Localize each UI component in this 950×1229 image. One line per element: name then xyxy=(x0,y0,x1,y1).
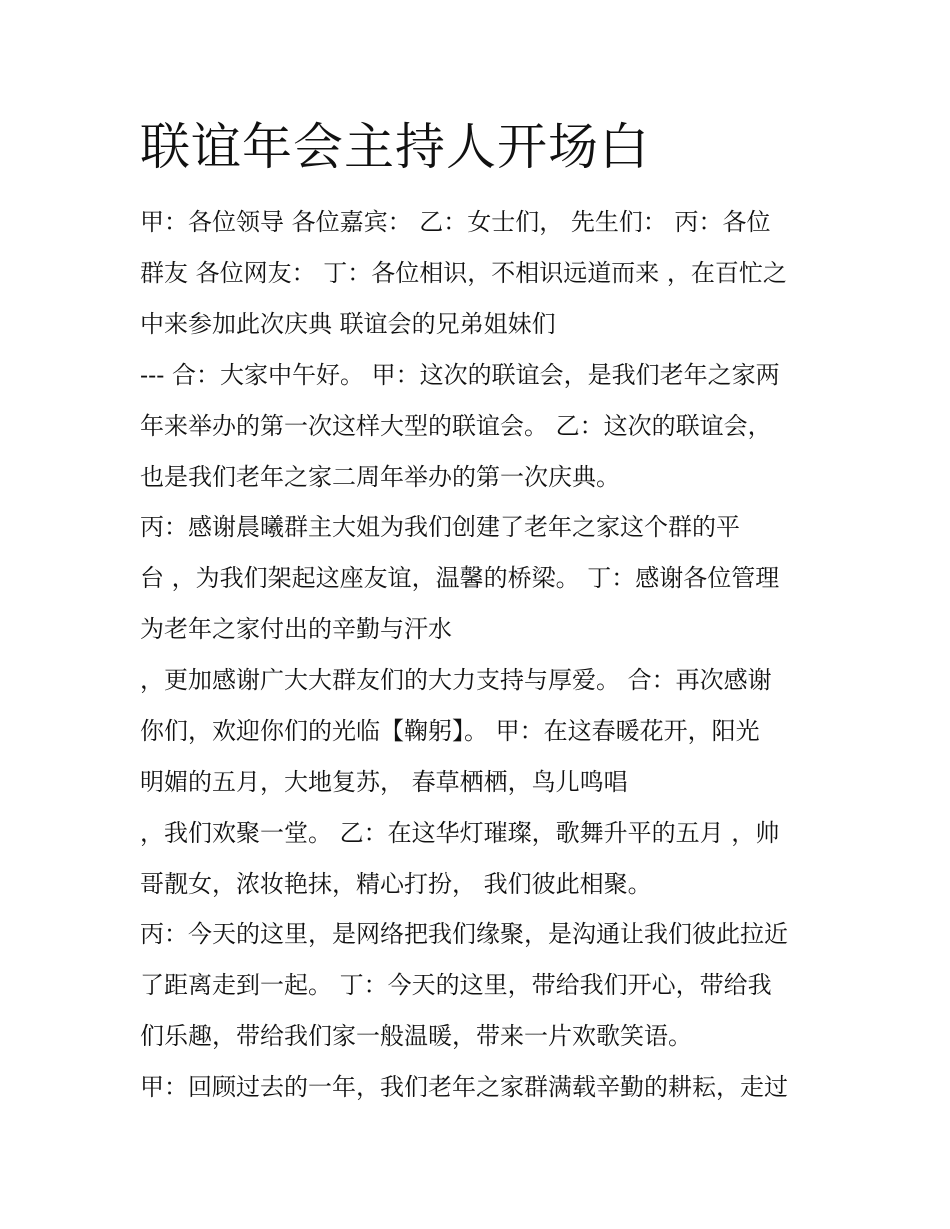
body-line-2: 群友 各位网友： 丁：各位相识，不相识远道而来 ，在百忙之 xyxy=(140,259,787,287)
body-line-1: 甲：各位领导 各位嘉宾： 乙：女士们， 先生们： 丙：各位 xyxy=(140,208,771,236)
body-line-15: 丙：今天的这里，是网络把我们缘聚，是沟通让我们彼此拉近 xyxy=(140,920,788,948)
body-line-10: ，更加感谢广大大群友们的大力支持与厚爱。 合：再次感谢 xyxy=(140,666,772,694)
body-line-11: 你们，欢迎你们的光临【鞠躬】。 甲：在这春暖花开，阳光 xyxy=(140,717,760,745)
body-line-16: 了距离走到一起。 丁：今天的这里，带给我们开心，带给我 xyxy=(140,971,772,999)
document-title: 联谊年会主持人开场白 xyxy=(140,118,650,176)
body-line-8: 台 ，为我们架起这座友谊，温馨的桥梁。 丁：感谢各位管理 xyxy=(140,564,780,592)
body-line-17: 们乐趣，带给我们家一般温暖，带来一片欢歌笑语。 xyxy=(140,1022,692,1050)
body-line-12: 明媚的五月，大地复苏， 春草栖栖，鸟儿鸣唱 xyxy=(140,768,628,796)
body-line-3: 中来参加此次庆典 联谊会的兄弟姐妹们 xyxy=(140,310,556,338)
body-line-5: 年来举办的第一次这样大型的联谊会。 乙：这次的联谊会， xyxy=(140,412,772,440)
body-line-13: ，我们欢聚一堂。 乙：在这华灯璀璨，歌舞升平的五月 ，帅 xyxy=(140,819,780,847)
body-line-14: 哥靓女，浓妆艳抹，精心打扮， 我们彼此相聚。 xyxy=(140,870,652,898)
body-line-9: 为老年之家付出的辛勤与汗水 xyxy=(140,615,452,643)
body-line-4: --- 合：大家中午好。 甲：这次的联谊会，是我们老年之家两 xyxy=(140,361,780,389)
body-line-7: 丙：感谢晨曦群主大姐为我们创建了老年之家这个群的平 xyxy=(140,513,740,541)
body-line-18: 甲：回顾过去的一年，我们老年之家群满载辛勤的耕耘，走过 xyxy=(140,1073,788,1101)
body-line-6: 也是我们老年之家二周年举办的第一次庆典。 xyxy=(140,463,620,491)
